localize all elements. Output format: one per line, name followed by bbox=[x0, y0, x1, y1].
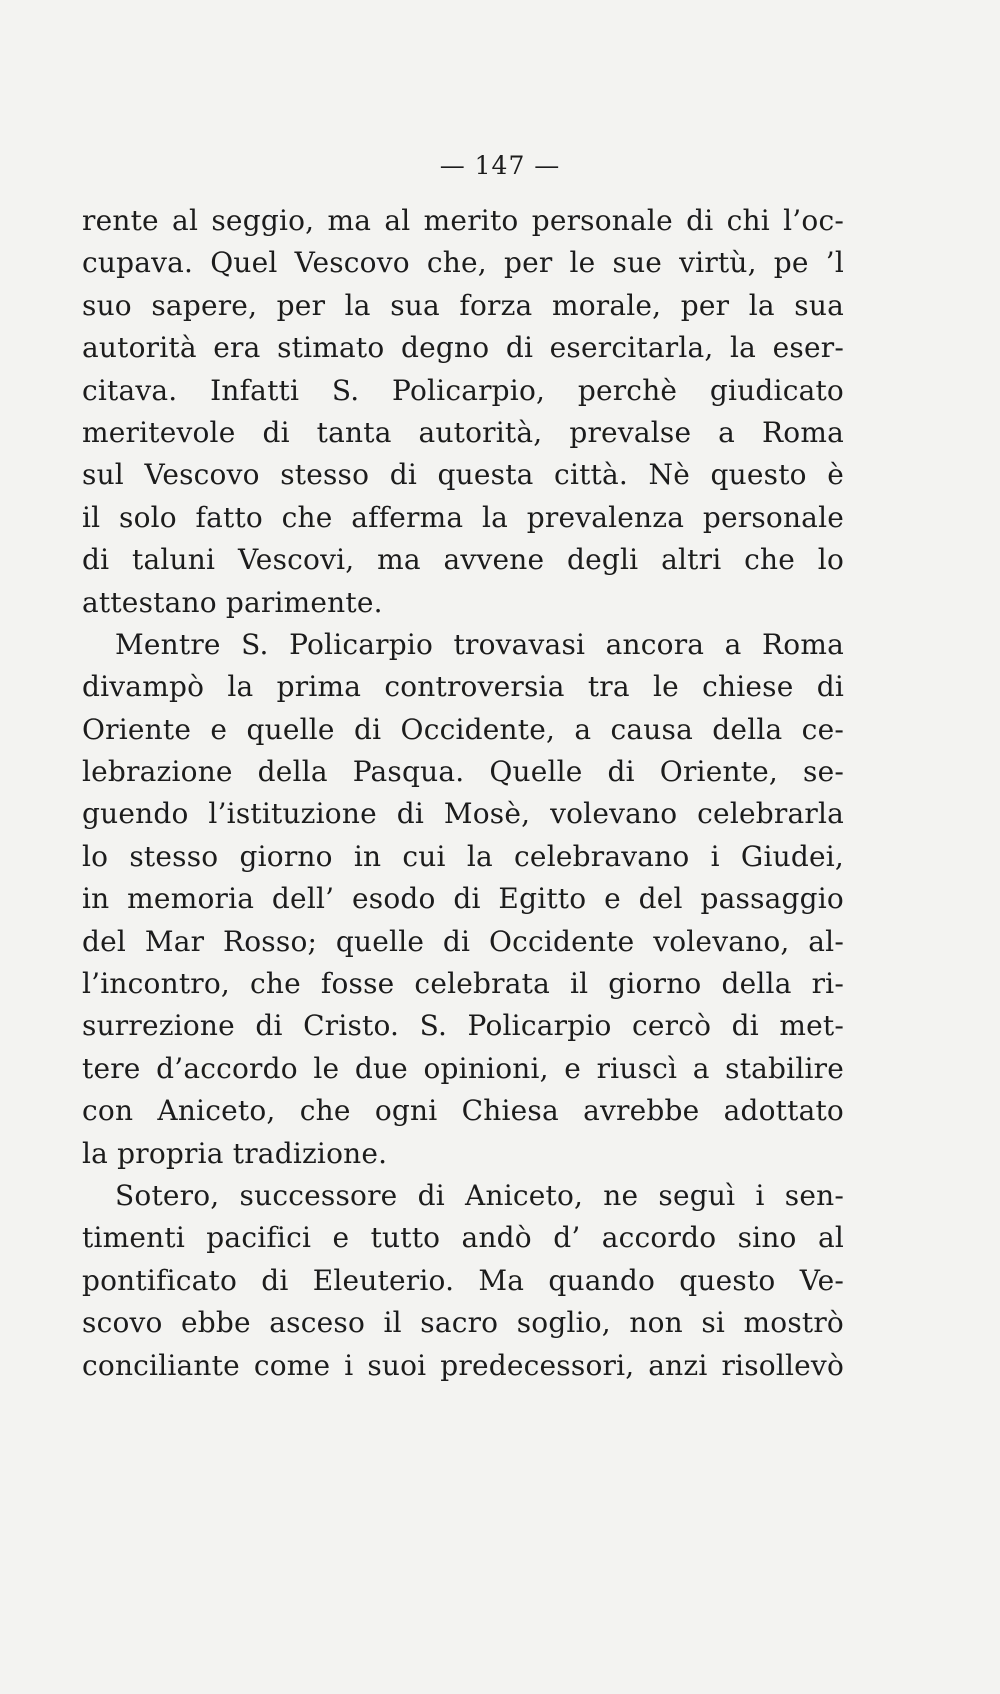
text-line: meritevole di tanta autorità, prevalse a Roma bbox=[82, 415, 844, 449]
text-line: il solo fatto che afferma la prevalenza personale bbox=[82, 500, 844, 534]
text-line: guendo l’istituzione di Mosè, volevano celebrarla bbox=[82, 797, 844, 831]
text-line: timenti pacifici e tutto andò d’ accordo sino al bbox=[82, 1221, 844, 1255]
text-line: lo stesso giorno in cui la celebravano i Giudei, bbox=[82, 839, 844, 873]
text-line: Sotero, successore di Aniceto, ne seguì i sen- bbox=[115, 1178, 844, 1212]
text-line: cupava. Quel Vescovo che, per le sue virtù, pe ’l bbox=[82, 246, 844, 280]
text-line: scovo ebbe asceso il sacro soglio, non si mostrò bbox=[82, 1306, 844, 1340]
text-line: di taluni Vescovi, ma avvene degli altri che lo bbox=[82, 543, 844, 577]
text-line: la propria tradizione. bbox=[82, 1136, 388, 1170]
text-line: conciliante come i suoi predecessori, anzi risollevò bbox=[82, 1348, 844, 1382]
text-line: tere d’accordo le due opinioni, e riuscì a stabilire bbox=[82, 1051, 844, 1085]
text-line: rente al seggio, ma al merito personale di chi l’oc- bbox=[82, 204, 844, 237]
text-line: surrezione di Cristo. S. Policarpio cercò di met- bbox=[82, 1009, 844, 1043]
text-line: suo sapere, per la sua forza morale, per la sua bbox=[82, 288, 844, 322]
text-line: l’incontro, che fosse celebrata il giorno della ri- bbox=[82, 967, 844, 1001]
text-line: citava. Infatti S. Policarpio, perchè giudicato bbox=[82, 373, 844, 407]
body-text bbox=[82, 200, 844, 1387]
text-line: del Mar Rosso; quelle di Occidente volevano, al- bbox=[82, 924, 844, 958]
text-line: sul Vescovo stesso di questa città. Nè questo è bbox=[82, 458, 844, 492]
text-line: autorità era stimato degno di esercitarla, la eser- bbox=[82, 331, 844, 365]
text-line: Oriente e quelle di Occidente, a causa della ce- bbox=[82, 712, 844, 746]
text-line: Mentre S. Policarpio trovavasi ancora a Roma bbox=[115, 627, 844, 661]
text-line: con Aniceto, che ogni Chiesa avrebbe adottato bbox=[82, 1094, 844, 1128]
text-line: in memoria dell’ esodo di Egitto e del passaggio bbox=[82, 882, 844, 916]
text-line: pontificato di Eleuterio. Ma quando questo Ve- bbox=[82, 1263, 844, 1297]
text-line: attestano parimente. bbox=[82, 585, 383, 619]
page-number: — 147 — bbox=[439, 151, 561, 180]
text-line: lebrazione della Pasqua. Quelle di Oriente, se- bbox=[82, 755, 844, 789]
text-line: divampò la prima controversia tra le chiese di bbox=[82, 670, 844, 704]
